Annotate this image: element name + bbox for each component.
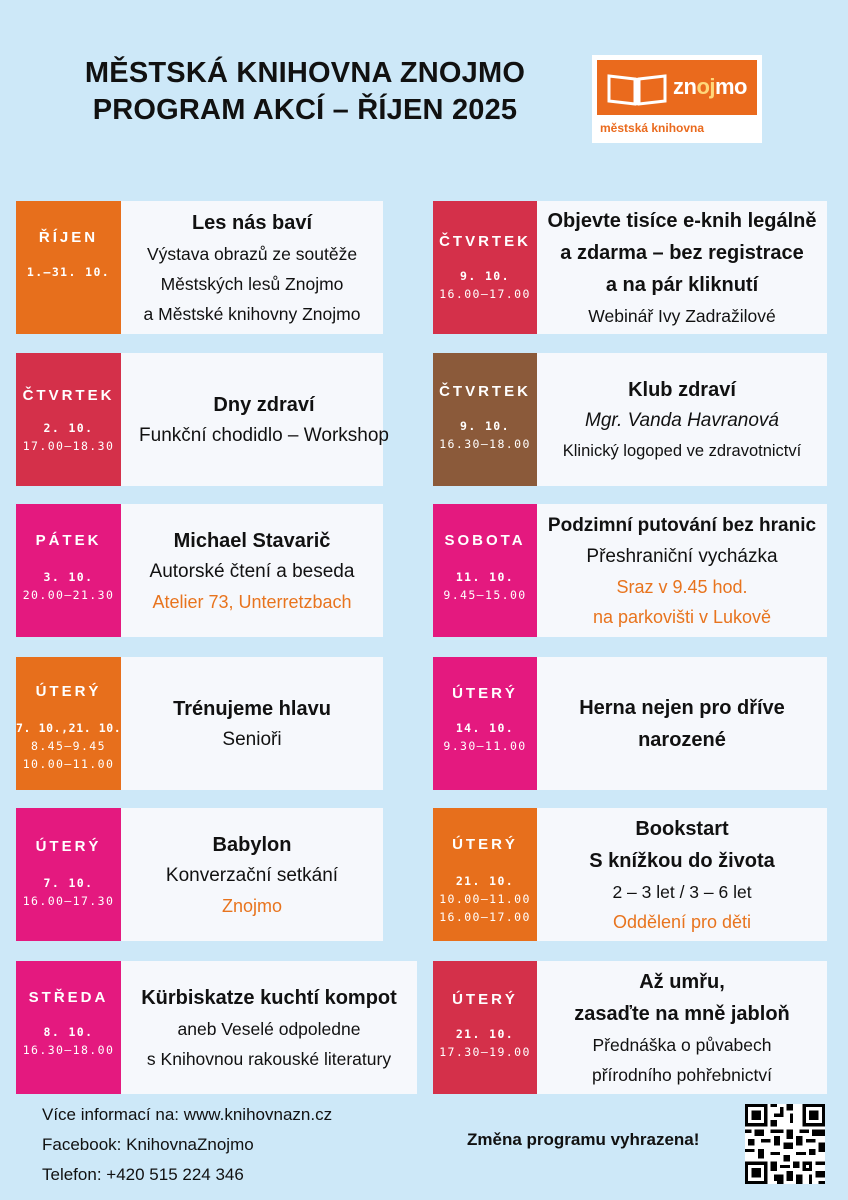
event-title: Objevte tisíce e-knih legálně: [547, 209, 817, 232]
date-badge: [433, 961, 537, 1094]
event-info: [121, 504, 383, 637]
event-info: [537, 961, 827, 1094]
event-card-les-nas-bavi[interactable]: [16, 201, 383, 334]
event-subtitle: Funkční chodidlo – Workshop: [139, 424, 389, 446]
event-subtitle: aneb Veselé odpoledne: [177, 1018, 361, 1039]
event-time: 16.00–17.00: [439, 910, 531, 924]
event-date: 21. 10.: [455, 1027, 515, 1041]
event-subtitle: Autorské čtení a beseda: [149, 560, 355, 582]
date-badge: [16, 657, 121, 790]
event-subtitle: přírodního pohřebnictví: [592, 1064, 772, 1085]
event-place: Atelier 73, Unterretzbach: [152, 591, 352, 612]
event-title: Kürbiskatze kuchtí kompot: [141, 986, 397, 1009]
event-date: 7. 10.,21. 10.: [16, 721, 122, 735]
event-title: S knížkou do života: [589, 849, 775, 872]
event-time: 10.00–11.00: [439, 892, 531, 906]
event-date: 21. 10.: [455, 874, 515, 888]
event-place: na parkovišti v Lukově: [592, 606, 772, 627]
event-info: [537, 353, 827, 486]
event-subtitle: Senioři: [222, 728, 282, 750]
event-card-dny-zdravi[interactable]: [16, 353, 389, 486]
event-card-trenujeme-hlavu[interactable]: [16, 657, 383, 790]
event-date: 1.–31. 10.: [26, 265, 111, 279]
phone-number[interactable]: Telefon: +420 515 224 346: [42, 1165, 244, 1184]
date-badge: [433, 201, 537, 334]
event-subtitle: Přeshraniční vycházka: [586, 545, 778, 567]
event-day: ÚTERÝ: [452, 836, 518, 853]
date-badge: [16, 504, 121, 637]
event-day: SOBOTA: [444, 532, 526, 549]
event-place: Oddělení pro děti: [612, 911, 752, 932]
event-title: Trénujeme hlavu: [173, 697, 331, 720]
event-day: ŘÍJEN: [38, 229, 99, 246]
event-date: 7. 10.: [43, 876, 94, 890]
library-logo[interactable]: [592, 55, 762, 143]
date-badge: [433, 808, 537, 941]
page-title: [40, 55, 570, 129]
event-title: a na pár kliknutí: [605, 273, 759, 296]
event-title: a zdarma – bez registrace: [560, 241, 804, 264]
event-info: [121, 201, 383, 334]
event-card-michael-stavaric[interactable]: [16, 504, 383, 637]
event-subtitle: a Městské knihovny Znojmo: [143, 303, 361, 324]
event-card-babylon[interactable]: [16, 808, 383, 941]
event-title: Herna nejen pro dříve: [579, 696, 785, 719]
event-time: 8.45–9.45: [31, 739, 106, 753]
event-card-az-umru[interactable]: [433, 961, 827, 1094]
event-info: [121, 353, 407, 486]
event-day: ČTVRTEK: [439, 383, 531, 400]
event-day: PÁTEK: [35, 532, 102, 549]
event-time: 16.30–18.00: [439, 437, 531, 451]
event-time: 10.00–11.00: [22, 757, 115, 771]
logo-subtitle: městská knihovna: [600, 121, 705, 135]
event-time: 16.00–17.30: [22, 894, 115, 908]
event-title: Babylon: [212, 833, 292, 856]
event-subtitle: Webinář Ivy Zadražilové: [588, 305, 776, 326]
event-place: Znojmo: [221, 895, 283, 916]
event-subtitle: Městských lesů Znojmo: [160, 273, 344, 294]
website-link[interactable]: Více informací na: www.knihovnazn.cz: [42, 1105, 333, 1124]
event-subtitle: s Knihovnou rakouské literatury: [146, 1048, 392, 1069]
date-badge: [433, 657, 537, 790]
date-badge: [433, 353, 537, 486]
event-date: 14. 10.: [455, 721, 515, 735]
title-line-2: PROGRAM AKCÍ – ŘÍJEN 2025: [92, 94, 518, 126]
date-badge: [433, 504, 537, 637]
event-title: Dny zdraví: [213, 393, 315, 416]
event-subtitle: Výstava obrazů ze soutěže: [146, 243, 358, 264]
event-title: Podzimní putování bez hranic: [547, 514, 817, 536]
event-subtitle: Klinický logoped ve zdravotnictví: [562, 441, 802, 460]
event-subtitle: Mgr. Vanda Havranová: [585, 409, 779, 431]
open-book-icon: [607, 72, 667, 106]
event-title: Michael Stavarič: [173, 529, 331, 552]
event-time: 16.00–17.00: [439, 287, 531, 301]
event-day: ÚTERÝ: [452, 991, 518, 1008]
event-time: 17.30–19.00: [439, 1045, 531, 1059]
footer-contacts: [42, 1100, 332, 1190]
event-card-herna[interactable]: [433, 657, 827, 790]
date-badge: [16, 808, 121, 941]
event-card-bookstart[interactable]: [433, 808, 827, 941]
event-date: 11. 10.: [455, 570, 515, 584]
event-time: 9.45–15.00: [443, 588, 527, 602]
event-time: 9.30–11.00: [443, 739, 527, 753]
qr-code-icon[interactable]: [745, 1104, 825, 1184]
facebook-link[interactable]: Facebook: KnihovnaZnojmo: [42, 1135, 254, 1154]
date-badge: [16, 201, 121, 334]
event-info: [537, 504, 827, 637]
event-day: ÚTERÝ: [35, 838, 102, 855]
event-day: ÚTERÝ: [452, 685, 518, 702]
event-day: ÚTERÝ: [35, 683, 102, 700]
event-title: Les nás baví: [191, 211, 313, 234]
title-line-1: MĚSTSKÁ KNIHOVNA ZNOJMO: [84, 57, 526, 89]
event-time: 20.00–21.30: [22, 588, 115, 602]
event-title: Až umřu,: [639, 970, 725, 993]
event-day: STŘEDA: [28, 989, 109, 1006]
event-date: 8. 10.: [43, 1025, 94, 1039]
event-title: Bookstart: [635, 817, 729, 840]
event-info: [121, 808, 383, 941]
date-badge: [16, 961, 121, 1094]
event-place: Sraz v 9.45 hod.: [616, 576, 748, 597]
logo-banner: [597, 60, 757, 115]
event-date: 9. 10.: [460, 269, 510, 283]
event-info: [121, 961, 417, 1094]
event-subtitle: 2 – 3 let / 3 – 6 let: [612, 881, 752, 902]
event-info: [537, 657, 827, 790]
event-info: [537, 808, 827, 941]
logo-brand: znojmo: [672, 74, 747, 99]
event-info: [537, 201, 827, 334]
event-day: ČTVRTEK: [22, 387, 115, 404]
event-card-klub-zdravi[interactable]: [433, 353, 827, 486]
event-date: 2. 10.: [43, 421, 94, 435]
event-card-kurbiskatze[interactable]: [16, 961, 417, 1094]
event-info: [121, 657, 383, 790]
event-date: 3. 10.: [43, 570, 94, 584]
program-change-notice: Změna programu vyhrazena!: [467, 1130, 700, 1149]
event-title: narozené: [638, 728, 726, 751]
event-day: ČTVRTEK: [439, 233, 531, 250]
event-card-podzimni-putovani[interactable]: [433, 504, 827, 637]
event-date: 9. 10.: [460, 419, 510, 433]
event-title: zasaďte na mně jabloň: [574, 1002, 790, 1025]
date-badge: [16, 353, 121, 486]
event-time: 16.30–18.00: [22, 1043, 115, 1057]
event-title: Klub zdraví: [628, 378, 736, 401]
event-time: 17.00–18.30: [22, 439, 115, 453]
event-subtitle: Konverzační setkání: [165, 864, 339, 886]
event-subtitle: Přednáška o půvabech: [592, 1034, 772, 1055]
event-card-e-knihy[interactable]: [433, 201, 827, 334]
